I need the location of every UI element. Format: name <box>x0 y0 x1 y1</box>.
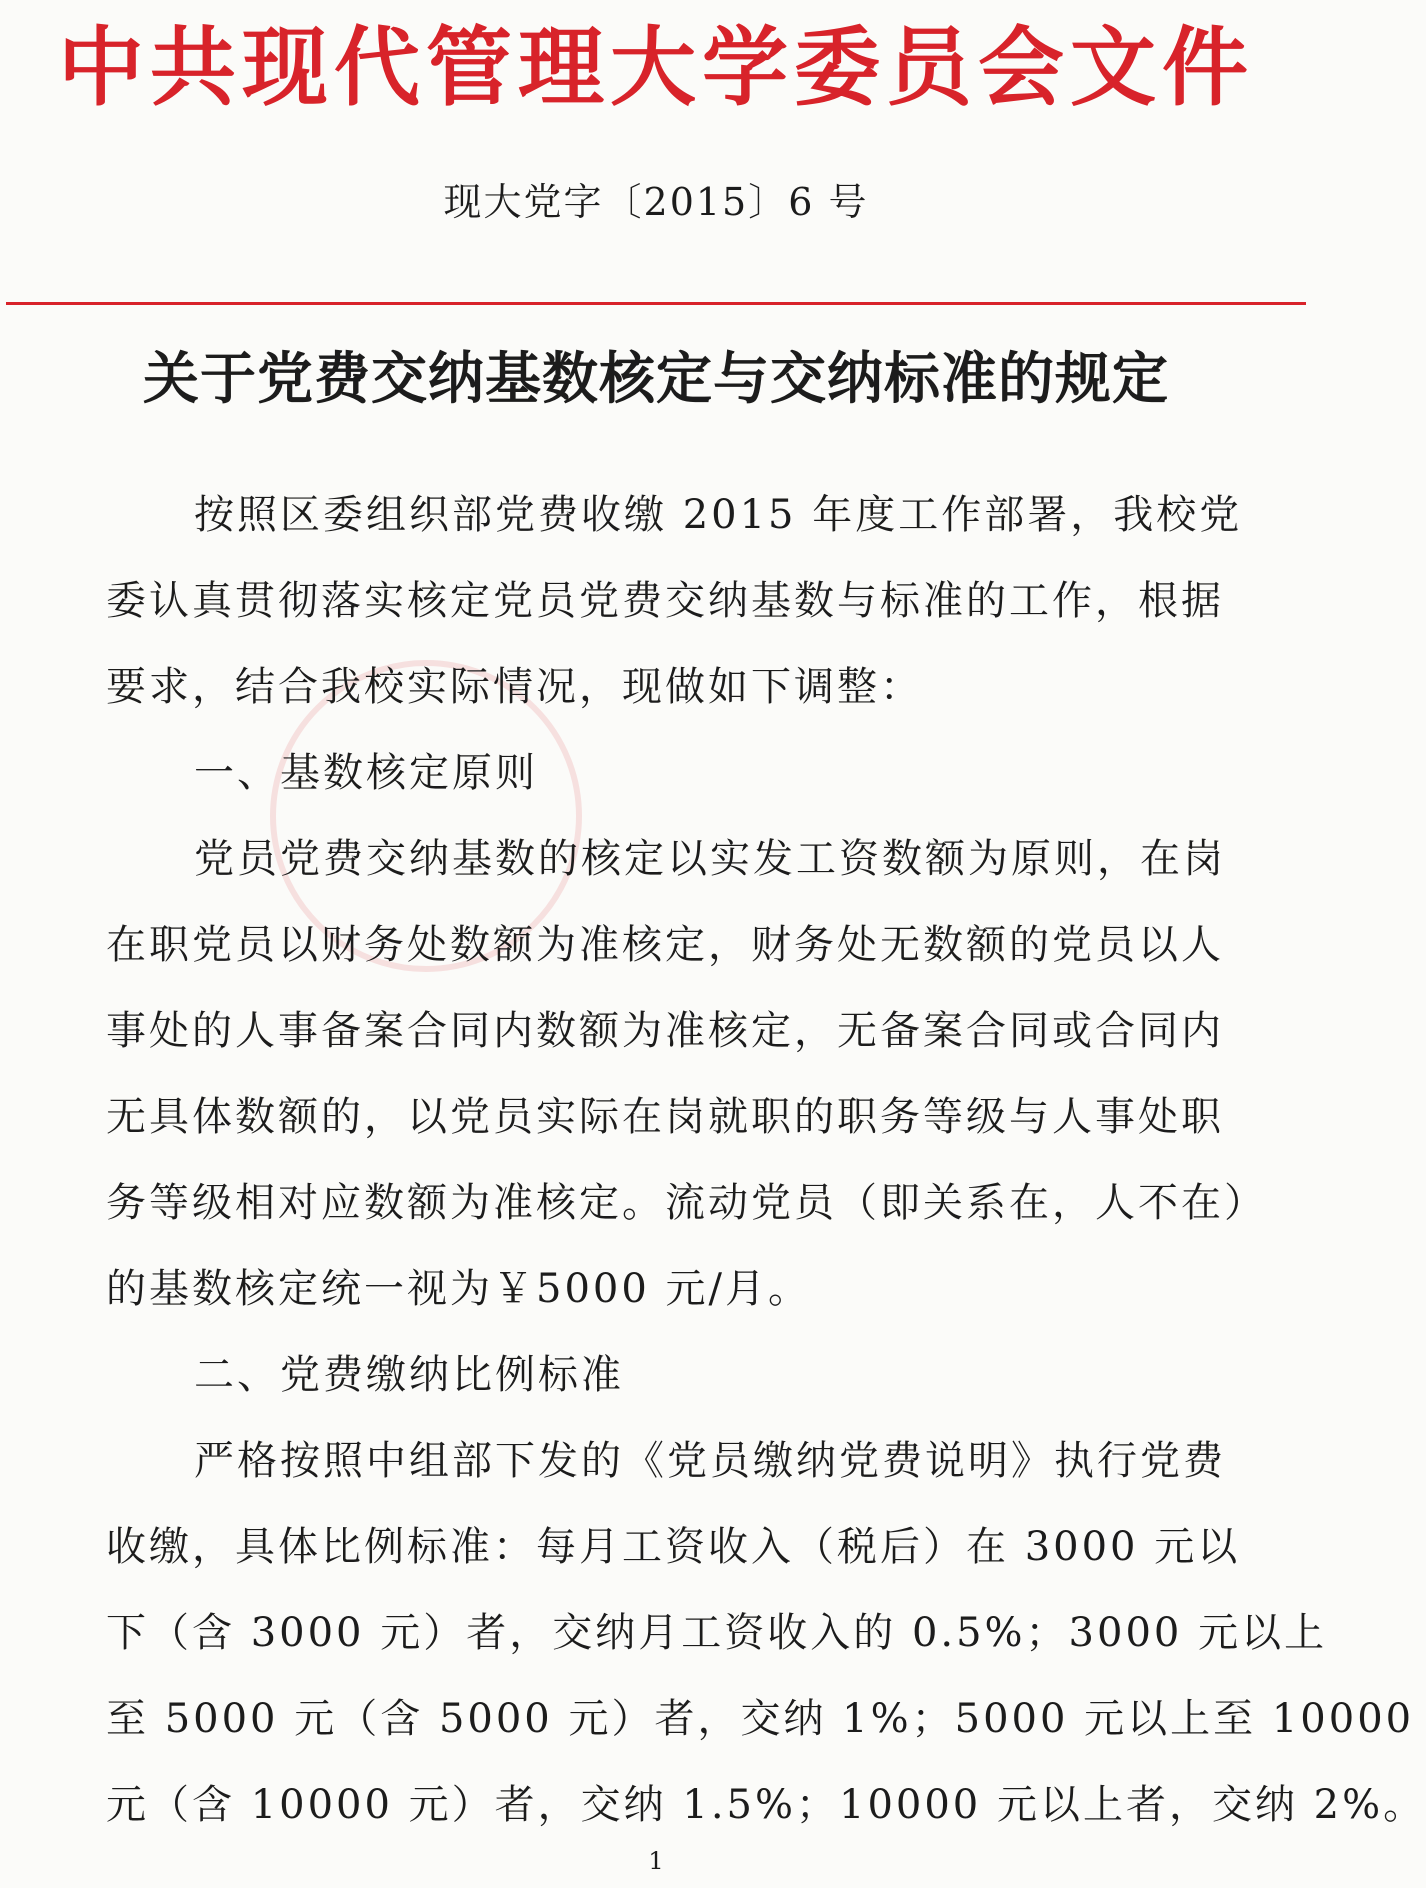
body-line: 元（含 10000 元）者，交纳 1.5%；10000 元以上者，交纳 2%。 <box>106 1782 1426 1828</box>
document-number: 现大党字〔2015〕6 号 <box>443 180 869 224</box>
body-line: 的基数核定统一视为￥5000 元/月。 <box>106 1266 811 1312</box>
red-divider-line <box>6 302 1306 305</box>
page-number: 1 <box>648 1847 664 1875</box>
section-heading: 一、基数核定原则 <box>194 750 538 796</box>
document-body <box>106 472 1426 1848</box>
document-masthead: 中共现代管理大学委员会文件 <box>58 18 1254 118</box>
body-line: 下（含 3000 元）者，交纳月工资收入的 0.5%；3000 元以上 <box>106 1610 1328 1656</box>
document-title: 关于党费交纳基数核定与交纳标准的规定 <box>143 347 1169 412</box>
section-heading: 二、党费缴纳比例标准 <box>194 1352 624 1398</box>
body-line: 无具体数额的，以党员实际在岗就职的职务等级与人事处职 <box>106 1094 1224 1140</box>
body-line: 严格按照中组部下发的《党员缴纳党费说明》执行党费 <box>194 1438 1226 1484</box>
body-line: 收缴，具体比例标准：每月工资收入（税后）在 3000 元以 <box>106 1524 1241 1570</box>
body-line: 按照区委组织部党费收缴 2015 年度工作部署，我校党 <box>194 492 1243 538</box>
body-line: 务等级相对应数额为准核定。流动党员（即关系在，人不在） <box>106 1180 1267 1226</box>
body-line: 委认真贯彻落实核定党员党费交纳基数与标准的工作，根据 <box>106 578 1224 624</box>
body-line: 党员党费交纳基数的核定以实发工资数额为原则，在岗 <box>194 836 1226 882</box>
body-line: 在职党员以财务处数额为准核定，财务处无数额的党员以人 <box>106 922 1224 968</box>
body-line: 事处的人事备案合同内数额为准核定，无备案合同或合同内 <box>106 1008 1224 1054</box>
body-line: 至 5000 元（含 5000 元）者，交纳 1%；5000 元以上至 10000 <box>106 1696 1415 1742</box>
body-line: 要求，结合我校实际情况，现做如下调整： <box>106 664 923 710</box>
